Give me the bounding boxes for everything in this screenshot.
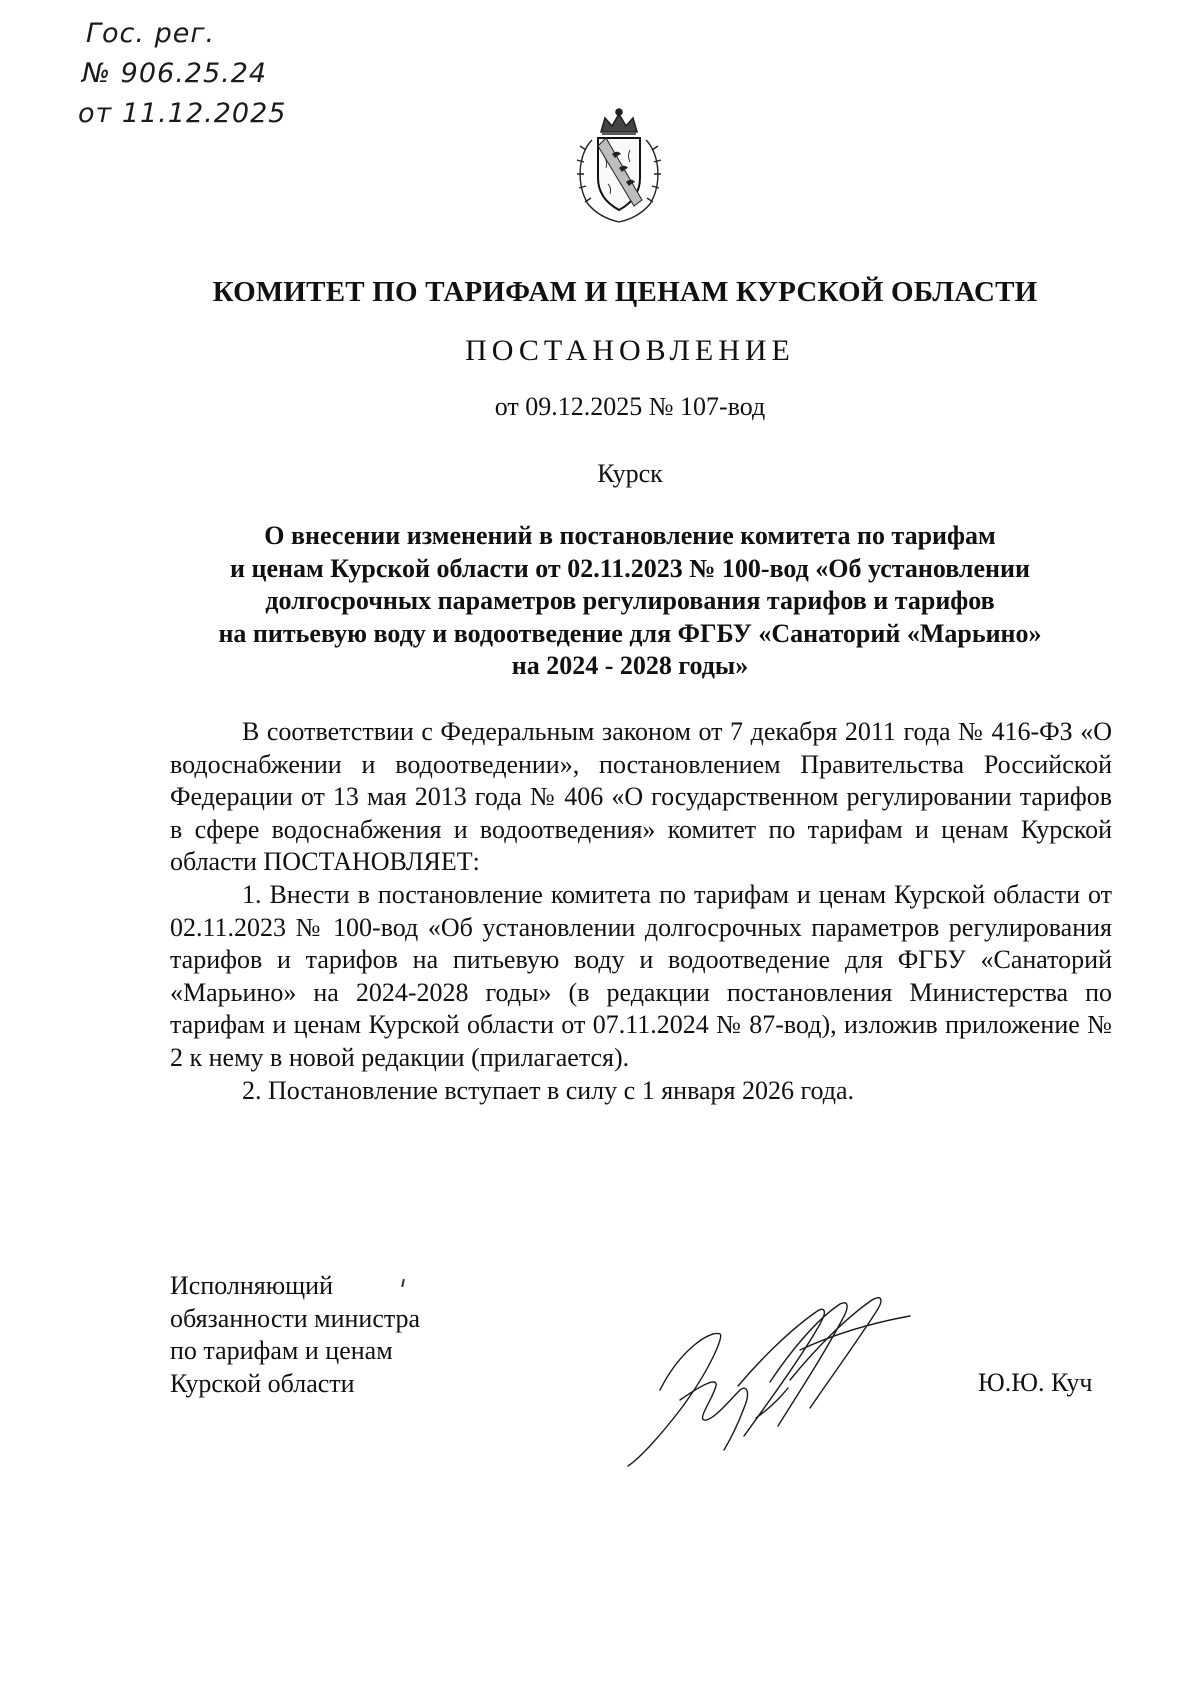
signer-position — [170, 1270, 420, 1400]
subject-line: О внесении изменений в постановление комитета по тарифам — [264, 521, 996, 550]
signer-position-line: Исполняющий — [170, 1271, 334, 1300]
clause-2-paragraph: 2. Постановление вступает в силу с 1 января 2026 года. — [242, 1075, 855, 1105]
handwritten-signature-icon — [620, 1290, 930, 1470]
signer-name: Ю.Ю. Куч — [978, 1368, 1093, 1397]
subject-line: на питьевую воду и водоотведение для ФГБУ «Санаторий «Марьино» — [218, 618, 1042, 648]
document-city: Курск — [597, 459, 663, 488]
subject-line: и ценам Курской области от 02.11.2023 № 100-вод «Об установлении — [230, 553, 1030, 583]
signer-position-line: Курской области — [170, 1368, 355, 1398]
subject-line: на 2024 - 2028 годы» — [511, 651, 749, 680]
signer-position-line: по тарифам и ценам — [170, 1336, 393, 1366]
registration-note-line: № 906.25.24 — [82, 58, 268, 89]
registration-note — [78, 14, 286, 134]
document-subject — [190, 520, 1070, 683]
document-body — [170, 716, 1112, 1107]
document-number: от 09.12.2025 № 107-вод — [494, 392, 766, 421]
signer-position-line: обязанности министра — [170, 1303, 421, 1333]
subject-line: долгосрочных параметров регулирования тарифов и тарифов — [265, 586, 995, 615]
kursk-coat-of-arms-icon — [564, 106, 674, 224]
registration-note-line: Гос. рег. — [86, 18, 216, 49]
document-type: ПОСТАНОВЛЕНИЕ — [465, 334, 795, 367]
committee-title: КОМИТЕТ ПО ТАРИФАМ И ЦЕНАМ КУРСКОЙ ОБЛАСТИ — [212, 276, 1038, 308]
preamble-paragraph: В соответствии с Федеральным законом от 7 декабря 2011 года № 416-ФЗ «О водоснабжении и водоотведении», постановлением Правительства Российской Федерации от 13 мая 2013 года № 406 «О государственном регулировании тарифов в сфере водоснабжения и водоотведения» комитет по тарифам и ценам Курской области ПОСТАНОВЛЯЕТ: — [170, 717, 1112, 877]
clause-1-paragraph: 1. Внести в постановление комитета по тарифам и ценам Курской области от 02.11.2023 № 100-вод «Об установлении долгосрочных параметров регулирования тарифов и тарифов на питьевую воду и водоотведение для ФГБУ «Санаторий «Марьино» на 2024-2028 годы» (в редакции постановления Министерства по тарифам и ценам Курской области от 07.11.2024 № 87-вод), изложив приложение № 2 к нему в новой редакции (прилагается). — [170, 879, 1112, 1072]
registration-note-line: от 11.12.2025 — [78, 98, 287, 129]
